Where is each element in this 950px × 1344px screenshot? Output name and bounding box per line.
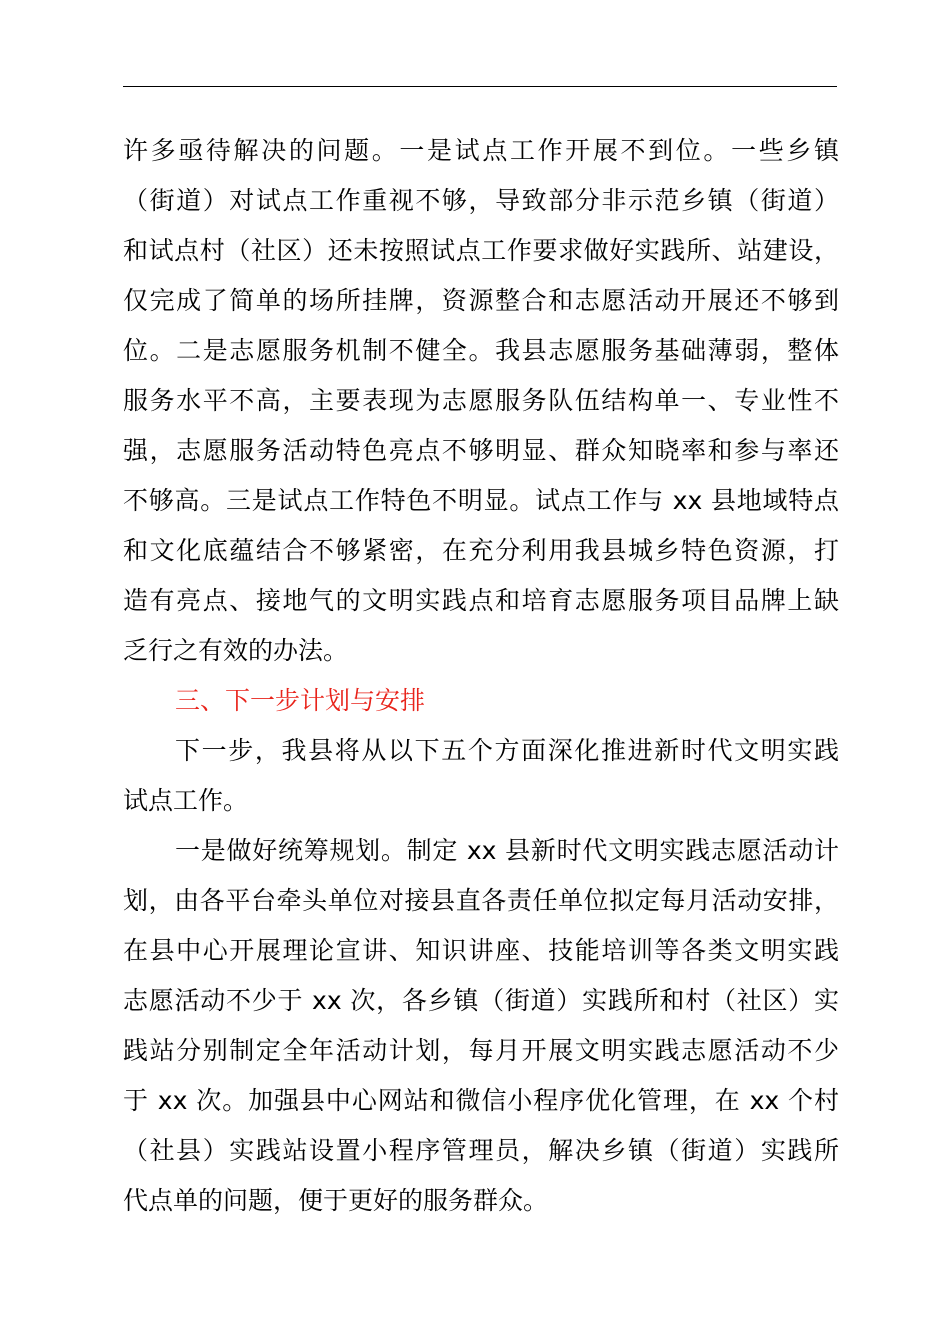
paragraph-line: 和试点村（社区）还未按照试点工作要求做好实践所、站建设， (123, 236, 839, 265)
header-rule (123, 86, 837, 87)
paragraph-line: （街道）对试点工作重视不够，导致部分非示范乡镇（街道） (123, 186, 839, 215)
paragraph-line: 划，由各平台牵头单位对接县直各责任单位拟定每月活动安排， (123, 886, 839, 915)
paragraph-line: 仅完成了简单的场所挂牌，资源整合和志愿活动开展还不够到 (123, 286, 839, 315)
paragraph-line: 一是做好统筹规划。制定 xx 县新时代文明实践志愿活动计 (175, 836, 839, 865)
paragraph-line: 践站分别制定全年活动计划，每月开展文明实践志愿活动不少 (123, 1036, 839, 1065)
paragraph-line: （社县）实践站设置小程序管理员，解决乡镇（街道）实践所 (123, 1136, 839, 1165)
section-heading: 三、下一步计划与安排 (175, 686, 426, 715)
paragraph-line: 许多亟待解决的问题。一是试点工作开展不到位。一些乡镇 (123, 136, 839, 165)
paragraph-line: 在县中心开展理论宣讲、知识讲座、技能培训等各类文明实践 (123, 936, 839, 965)
paragraph-line: 于 xx 次。加强县中心网站和微信小程序优化管理，在 xx 个村 (123, 1086, 839, 1115)
paragraph-line: 强，志愿服务活动特色亮点不够明显、群众知晓率和参与率还 (123, 436, 839, 465)
document-body (123, 126, 839, 1226)
paragraph-line: 和文化底蕴结合不够紧密，在充分利用我县城乡特色资源，打 (123, 536, 839, 565)
paragraph-line: 位。二是志愿服务机制不健全。我县志愿服务基础薄弱，整体 (123, 336, 839, 365)
paragraph-line: 不够高。三是试点工作特色不明显。试点工作与 xx 县地域特点 (123, 486, 839, 515)
paragraph-line: 代点单的问题，便于更好的服务群众。 (123, 1186, 549, 1215)
paragraph-line: 下一步，我县将从以下五个方面深化推进新时代文明实践 (175, 736, 839, 765)
paragraph-line: 志愿活动不少于 xx 次，各乡镇（街道）实践所和村（社区）实 (123, 986, 839, 1015)
paragraph-line: 试点工作。 (123, 786, 249, 815)
paragraph-line: 造有亮点、接地气的文明实践点和培育志愿服务项目品牌上缺 (123, 586, 839, 615)
paragraph-line: 乏行之有效的办法。 (123, 636, 349, 665)
paragraph-line: 服务水平不高，主要表现为志愿服务队伍结构单一、专业性不 (123, 386, 839, 415)
